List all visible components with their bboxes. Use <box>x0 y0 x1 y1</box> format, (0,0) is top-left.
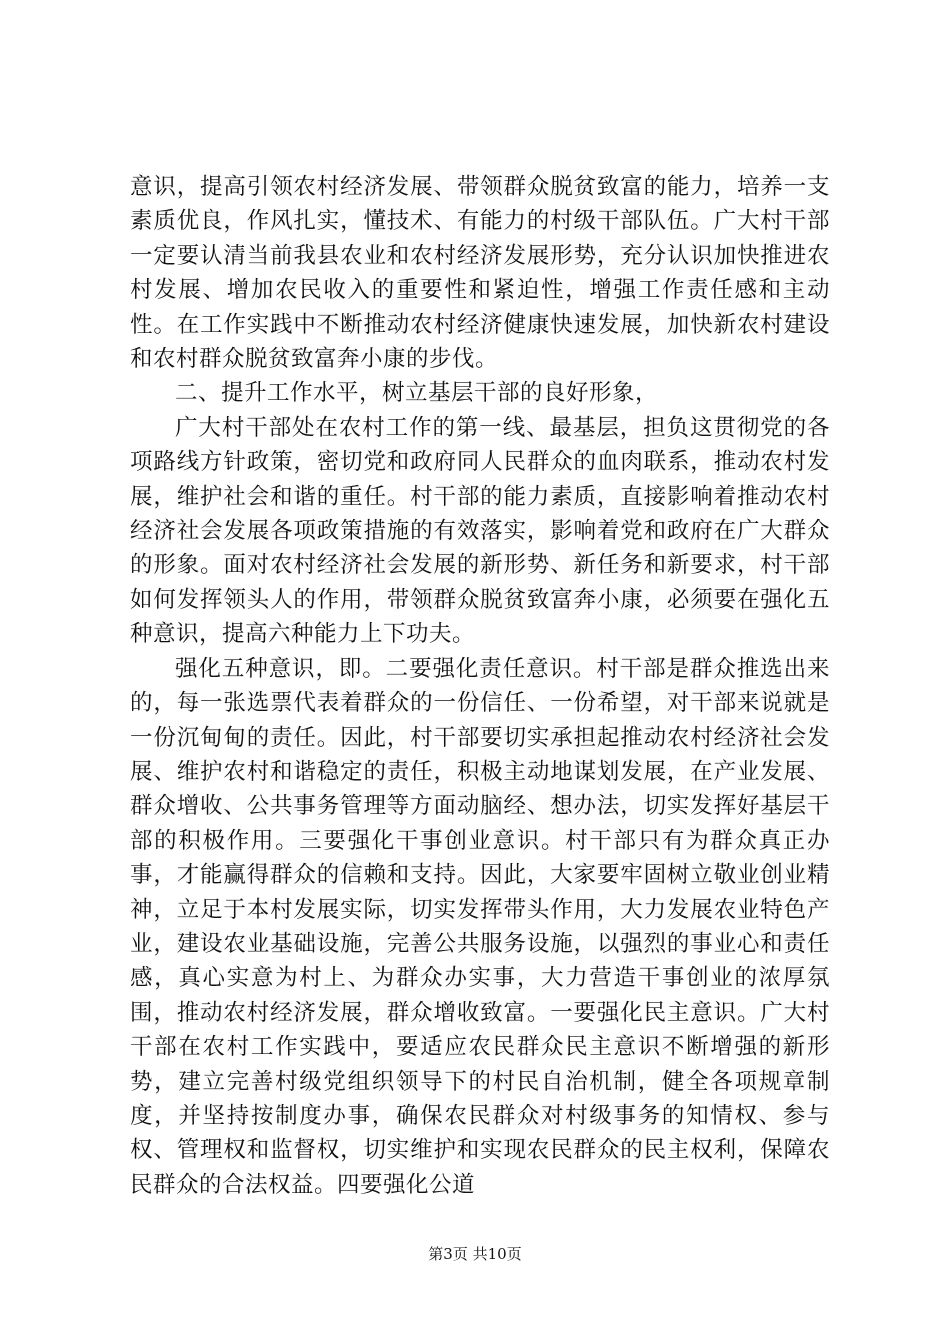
section-heading: 二、提升工作水平，树立基层干部的良好形象， <box>175 380 659 407</box>
document-body <box>130 170 830 1202</box>
paragraph-continuation: 意识，提高引领农村经济发展、带领群众脱贫致富的能力，培养一支素质优良，作风扎实，懂技术、有能力的村级干部队伍。广大村干部一定要认清当前我县农业和农村经济发展形势，充分认识加快推进农村发展、增加农民收入的重要性和紧迫性，增强工作责任感和主动性。在工作实践中不断推动农村经济健康快速发展，加快新农村建设和农村群众脱贫致富奔小康的步伐。 <box>130 174 830 373</box>
paragraph: 强化五种意识，即。二要强化责任意识。村干部是群众推选出来的，每一张选票代表着群众的一份信任、一份希望，对干部来说就是一份沉甸甸的责任。因此，村干部要切实承担起推动农村经济社会发展、维护农村和谐稳定的责任，积极主动地谋划发展，在产业发展、群众增收、公共事务管理等方面动脑经、想办法，切实发挥好基层干部的积极作用。三要强化干事创业意识。村干部只有为群众真正办事，才能赢得群众的信赖和支持。因此，大家要牢固树立敬业创业精神，立足于本村发展实际，切实发挥带头作用，大力发展农业特色产业，建设农业基础设施，完善公共服务设施，以强烈的事业心和责任感，真心实意为村上、为群众办实事，大力营造干事创业的浓厚氛围，推动农村经济发展，群众增收致富。一要强化民主意识。广大村干部在农村工作实践中，要适应农民群众民主意识不断增强的新形势，建立完善村级党组织领导下的村民自治机制，健全各项规章制度，并坚持按制度办事，确保农民群众对村级事务的知情权、参与权、管理权和监督权，切实维护和实现农民群众的民主权利，保障农民群众的合法权益。四要强化公道 <box>130 655 830 1198</box>
page-number-footer: 第3页 共10页 <box>428 1245 522 1263</box>
paragraph: 广大村干部处在农村工作的第一线、最基层，担负这贯彻党的各项路线方针政策，密切党和政府同人民群众的血肉联系，推动农村发展，维护社会和谐的重任。村干部的能力素质，直接影响着推动农村经济社会发展各项政策措施的有效落实，影响着党和政府在广大群众的形象。面对农村经济社会发展的新形势、新任务和新要求，村干部如何发挥领头人的作用，带领群众脱贫致富奔小康，必须要在强化五种意识，提高六种能力上下功夫。 <box>130 414 830 648</box>
